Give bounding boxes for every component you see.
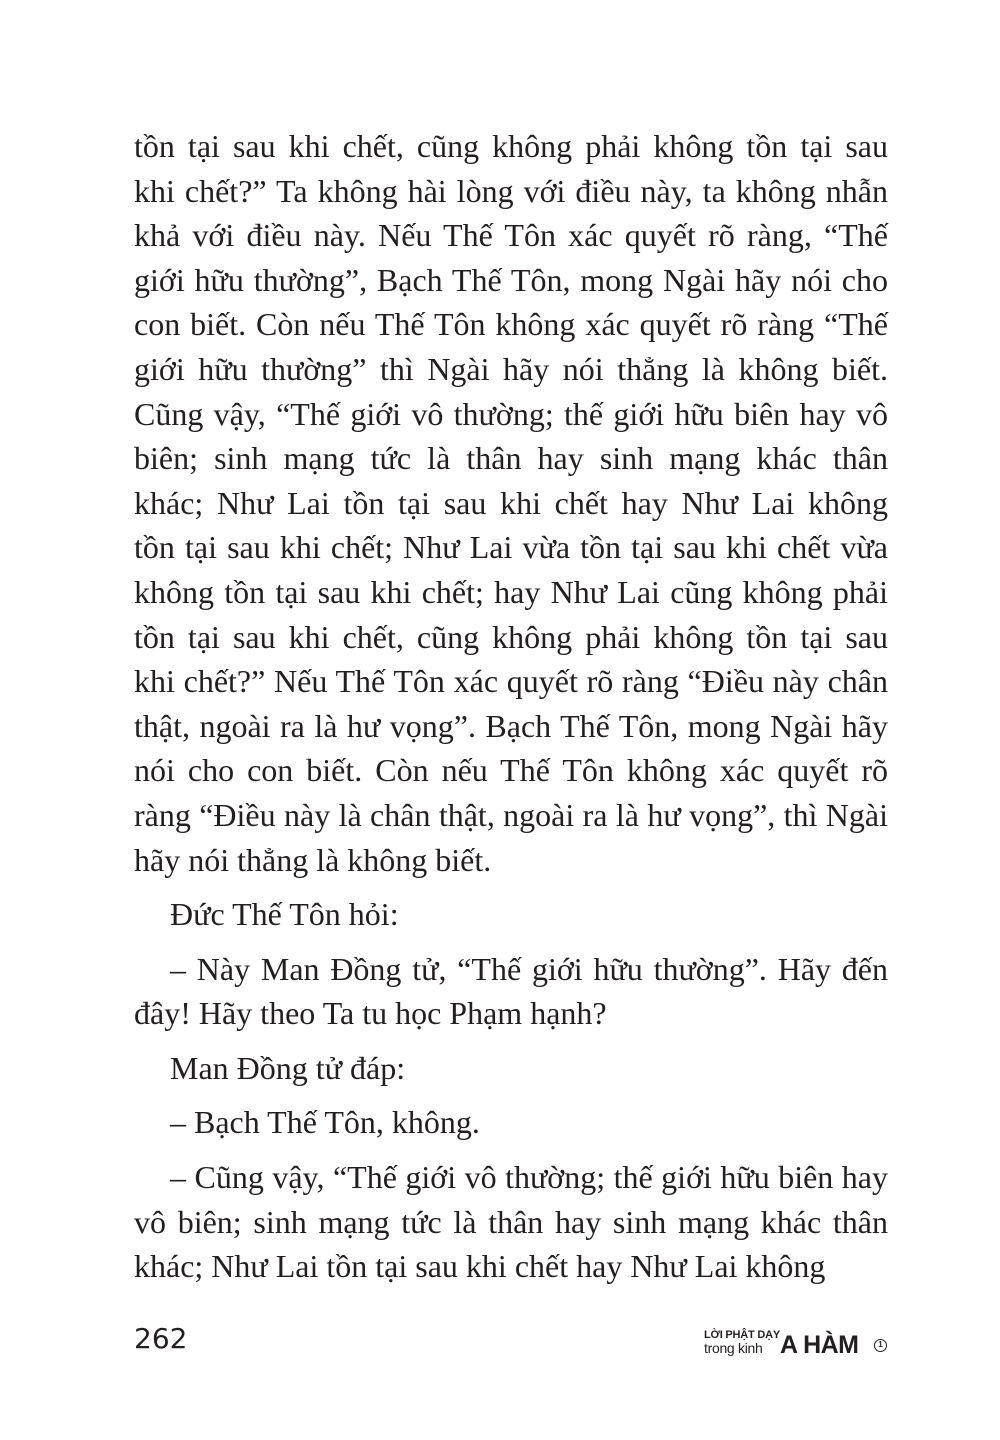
text-line: – Bạch Thế Tôn, không.	[170, 1104, 480, 1141]
text-line: nói cho con biết. Còn nếu Thế Tôn không xác quyết rõ	[134, 752, 888, 789]
text-line: khả với điều này. Nếu Thế Tôn xác quyết rõ ràng, “Thế	[134, 217, 888, 254]
paragraph-buddha-question	[134, 947, 888, 1036]
text-line: Man Đồng tử đáp:	[170, 1049, 406, 1086]
text-line: khi chết?” Nếu Thế Tôn xác quyết rõ ràng “Điều này chân	[134, 663, 888, 700]
logo-line2: trong kinh	[704, 1340, 763, 1356]
text-line: vô biên; sinh mạng tức là thân hay sinh mạng khác thân	[134, 1203, 888, 1240]
text-line: ràng “Điều này là chân thật, ngoài ra là hư vọng”, thì Ngài	[134, 796, 888, 833]
text-line: – Này Man Đồng tử, “Thế giới hữu thường”. Hãy đến	[170, 950, 888, 987]
text-line: khi chết?” Ta không hài lòng với điều này, ta không nhẫn	[134, 172, 888, 209]
paragraph-likewise	[134, 1155, 888, 1289]
text-line: đây! Hãy theo Ta tu học Phạm hạnh?	[134, 995, 607, 1032]
text-line: giới hữu thường” thì Ngài hãy nói thẳng là không biết.	[134, 350, 888, 387]
logo-main-title: A HÀM	[780, 1331, 859, 1359]
logo-line1: LỜI PHẬT DẠY	[704, 1329, 781, 1341]
paragraph-disciple-answers	[134, 1046, 888, 1091]
text-line: tồn tại sau khi chết, cũng không phải không tồn tại sau	[134, 128, 888, 164]
text-line: Đức Thế Tôn hỏi:	[170, 896, 399, 933]
paragraph-buddha-asks	[134, 892, 888, 937]
text-line: khác; Như Lai tồn tại sau khi chết hay Như Lai không	[134, 1248, 826, 1285]
text-line: khác; Như Lai tồn tại sau khi chết hay Như Lai không	[134, 484, 888, 521]
volume-badge: 1	[874, 1339, 887, 1352]
text-line: Cũng vậy, “Thế giới vô thường; thế giới hữu biên hay vô	[134, 395, 888, 432]
paragraph-continuation	[134, 124, 888, 882]
text-line: tồn tại sau khi chết; Như Lai vừa tồn tại sau khi chết vừa	[134, 529, 888, 566]
book-series-logo	[704, 1330, 888, 1364]
text-line: thật, ngoài ra là hư vọng”. Bạch Thế Tôn, mong Ngài hãy	[134, 707, 888, 744]
text-line: giới hữu thường”, Bạch Thế Tôn, mong Ngài hãy nói cho	[134, 261, 888, 298]
text-line: hãy nói thẳng là không biết.	[134, 841, 492, 878]
text-line: tồn tại sau khi chết, cũng không phải không tồn tại sau	[134, 618, 888, 655]
text-line: – Cũng vậy, “Thế giới vô thường; thế giới hữu biên hay	[170, 1159, 888, 1196]
text-line: biên; sinh mạng tức là thân hay sinh mạng khác thân	[134, 440, 888, 477]
text-line: con biết. Còn nếu Thế Tôn không xác quyết rõ ràng “Thế	[134, 306, 888, 343]
page-body	[134, 124, 888, 1289]
page-number: 262	[134, 1322, 188, 1355]
text-line: không tồn tại sau khi chết; hay Như Lai cũng không phải	[134, 573, 888, 610]
paragraph-disciple-reply	[134, 1100, 888, 1145]
